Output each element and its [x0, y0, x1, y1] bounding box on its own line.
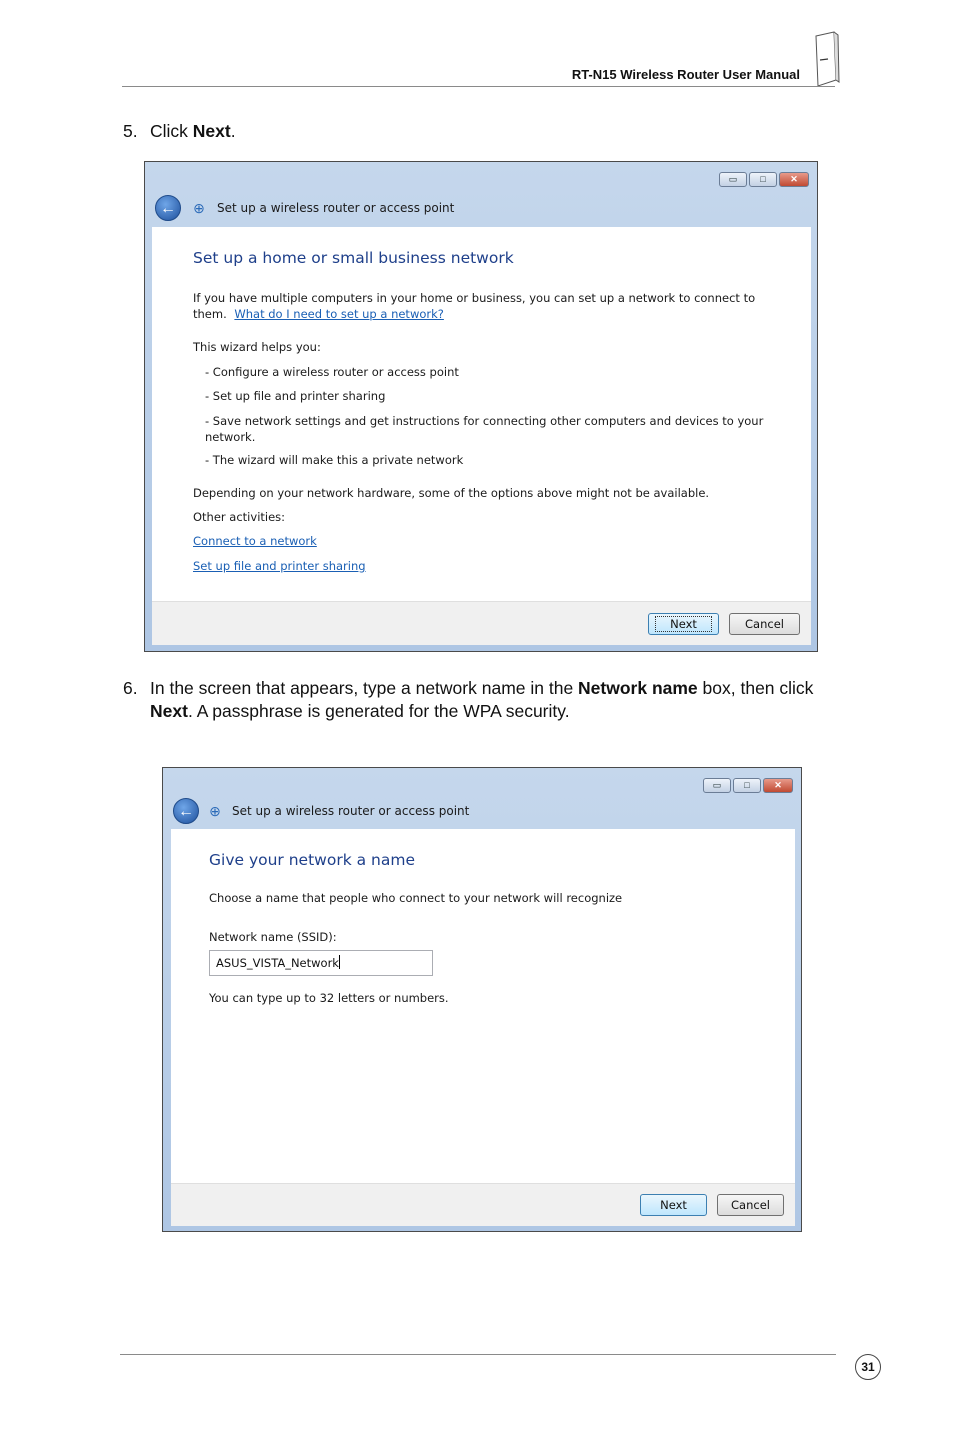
list-item-continued: network.	[205, 430, 256, 444]
maximize-button[interactable]: □	[733, 778, 761, 793]
window-controls	[703, 778, 793, 794]
text-caret	[339, 955, 340, 969]
page-title: Give your network a name	[209, 851, 415, 869]
intro-text-end: them.	[193, 307, 227, 321]
breadcrumb: Set up a wireless router or access point	[232, 804, 470, 818]
step-text: In the screen that appears, type a network name in the	[150, 678, 579, 698]
step-text: . A passphrase is generated for the WPA security.	[187, 701, 570, 721]
wizard-content	[152, 227, 811, 601]
router-icon	[810, 30, 840, 88]
back-arrow-icon[interactable]: ←	[155, 195, 181, 221]
maximize-button[interactable]: □	[749, 172, 777, 187]
network-icon: ⊕	[209, 803, 221, 819]
wizard-window-setup	[144, 161, 818, 652]
intro-text-line2	[193, 306, 444, 322]
wizard-window-name	[162, 767, 802, 1232]
wizard-footer	[171, 1183, 795, 1226]
intro-text: If you have multiple computers in your home or business, you can set up a network to connect to	[193, 291, 756, 305]
wizard-footer	[152, 601, 811, 645]
footer-rule	[120, 1354, 836, 1355]
list-item: - Configure a wireless router or access point	[205, 365, 459, 379]
wizard-helps-label: This wizard helps you:	[193, 340, 321, 354]
next-button[interactable]: Next	[640, 1194, 707, 1216]
back-arrow-icon[interactable]: ←	[173, 798, 199, 824]
step-bold: Next	[150, 701, 188, 721]
close-button[interactable]: ✕	[779, 172, 809, 187]
next-button-label: Next	[656, 617, 711, 631]
step-6	[123, 677, 823, 721]
close-button[interactable]: ✕	[763, 778, 793, 793]
wizard-content	[171, 829, 795, 1183]
ssid-value: ASUS_VISTA_Network	[216, 956, 339, 970]
cancel-button[interactable]: Cancel	[729, 613, 800, 635]
step-text: Click	[150, 121, 193, 141]
header-rule	[122, 86, 835, 87]
instruction-text: Choose a name that people who connect to your network will recognize	[209, 891, 623, 905]
help-link[interactable]: What do I need to set up a network?	[234, 307, 444, 321]
list-item: - Save network settings and get instructions for connecting other computers and devices to your	[205, 414, 764, 428]
file-sharing-link[interactable]: Set up file and printer sharing	[193, 559, 366, 573]
step-text-end: box, then click	[697, 678, 814, 698]
list-item: - The wizard will make this a private network	[205, 453, 464, 467]
ssid-label: Network name (SSID):	[209, 930, 337, 944]
list-item: - Set up file and printer sharing	[205, 389, 386, 403]
step-bold: Network name	[578, 678, 698, 698]
ssid-hint: You can type up to 32 letters or numbers.	[209, 991, 449, 1005]
minimize-button[interactable]: ▭	[719, 172, 747, 187]
page-title: Set up a home or small business network	[193, 249, 514, 267]
step-number: 6.	[123, 678, 138, 698]
step-text-end: .	[230, 121, 236, 141]
manual-title: RT-N15 Wireless Router User Manual	[571, 67, 800, 82]
other-activities-label: Other activities:	[193, 510, 286, 524]
network-icon: ⊕	[193, 200, 205, 216]
step-5	[123, 120, 236, 143]
page-number: 31	[855, 1354, 881, 1380]
window-controls	[719, 172, 809, 188]
availability-note: Depending on your network hardware, some of the options above might not be available.	[193, 486, 710, 500]
breadcrumb: Set up a wireless router or access point	[217, 201, 455, 215]
cancel-button[interactable]: Cancel	[717, 1194, 784, 1216]
ssid-input[interactable]	[209, 950, 433, 976]
step-bold: Next	[192, 121, 231, 141]
step-number: 5.	[123, 121, 138, 141]
connect-network-link[interactable]: Connect to a network	[193, 534, 317, 548]
minimize-button[interactable]: ▭	[703, 778, 731, 793]
next-button[interactable]	[648, 613, 719, 635]
